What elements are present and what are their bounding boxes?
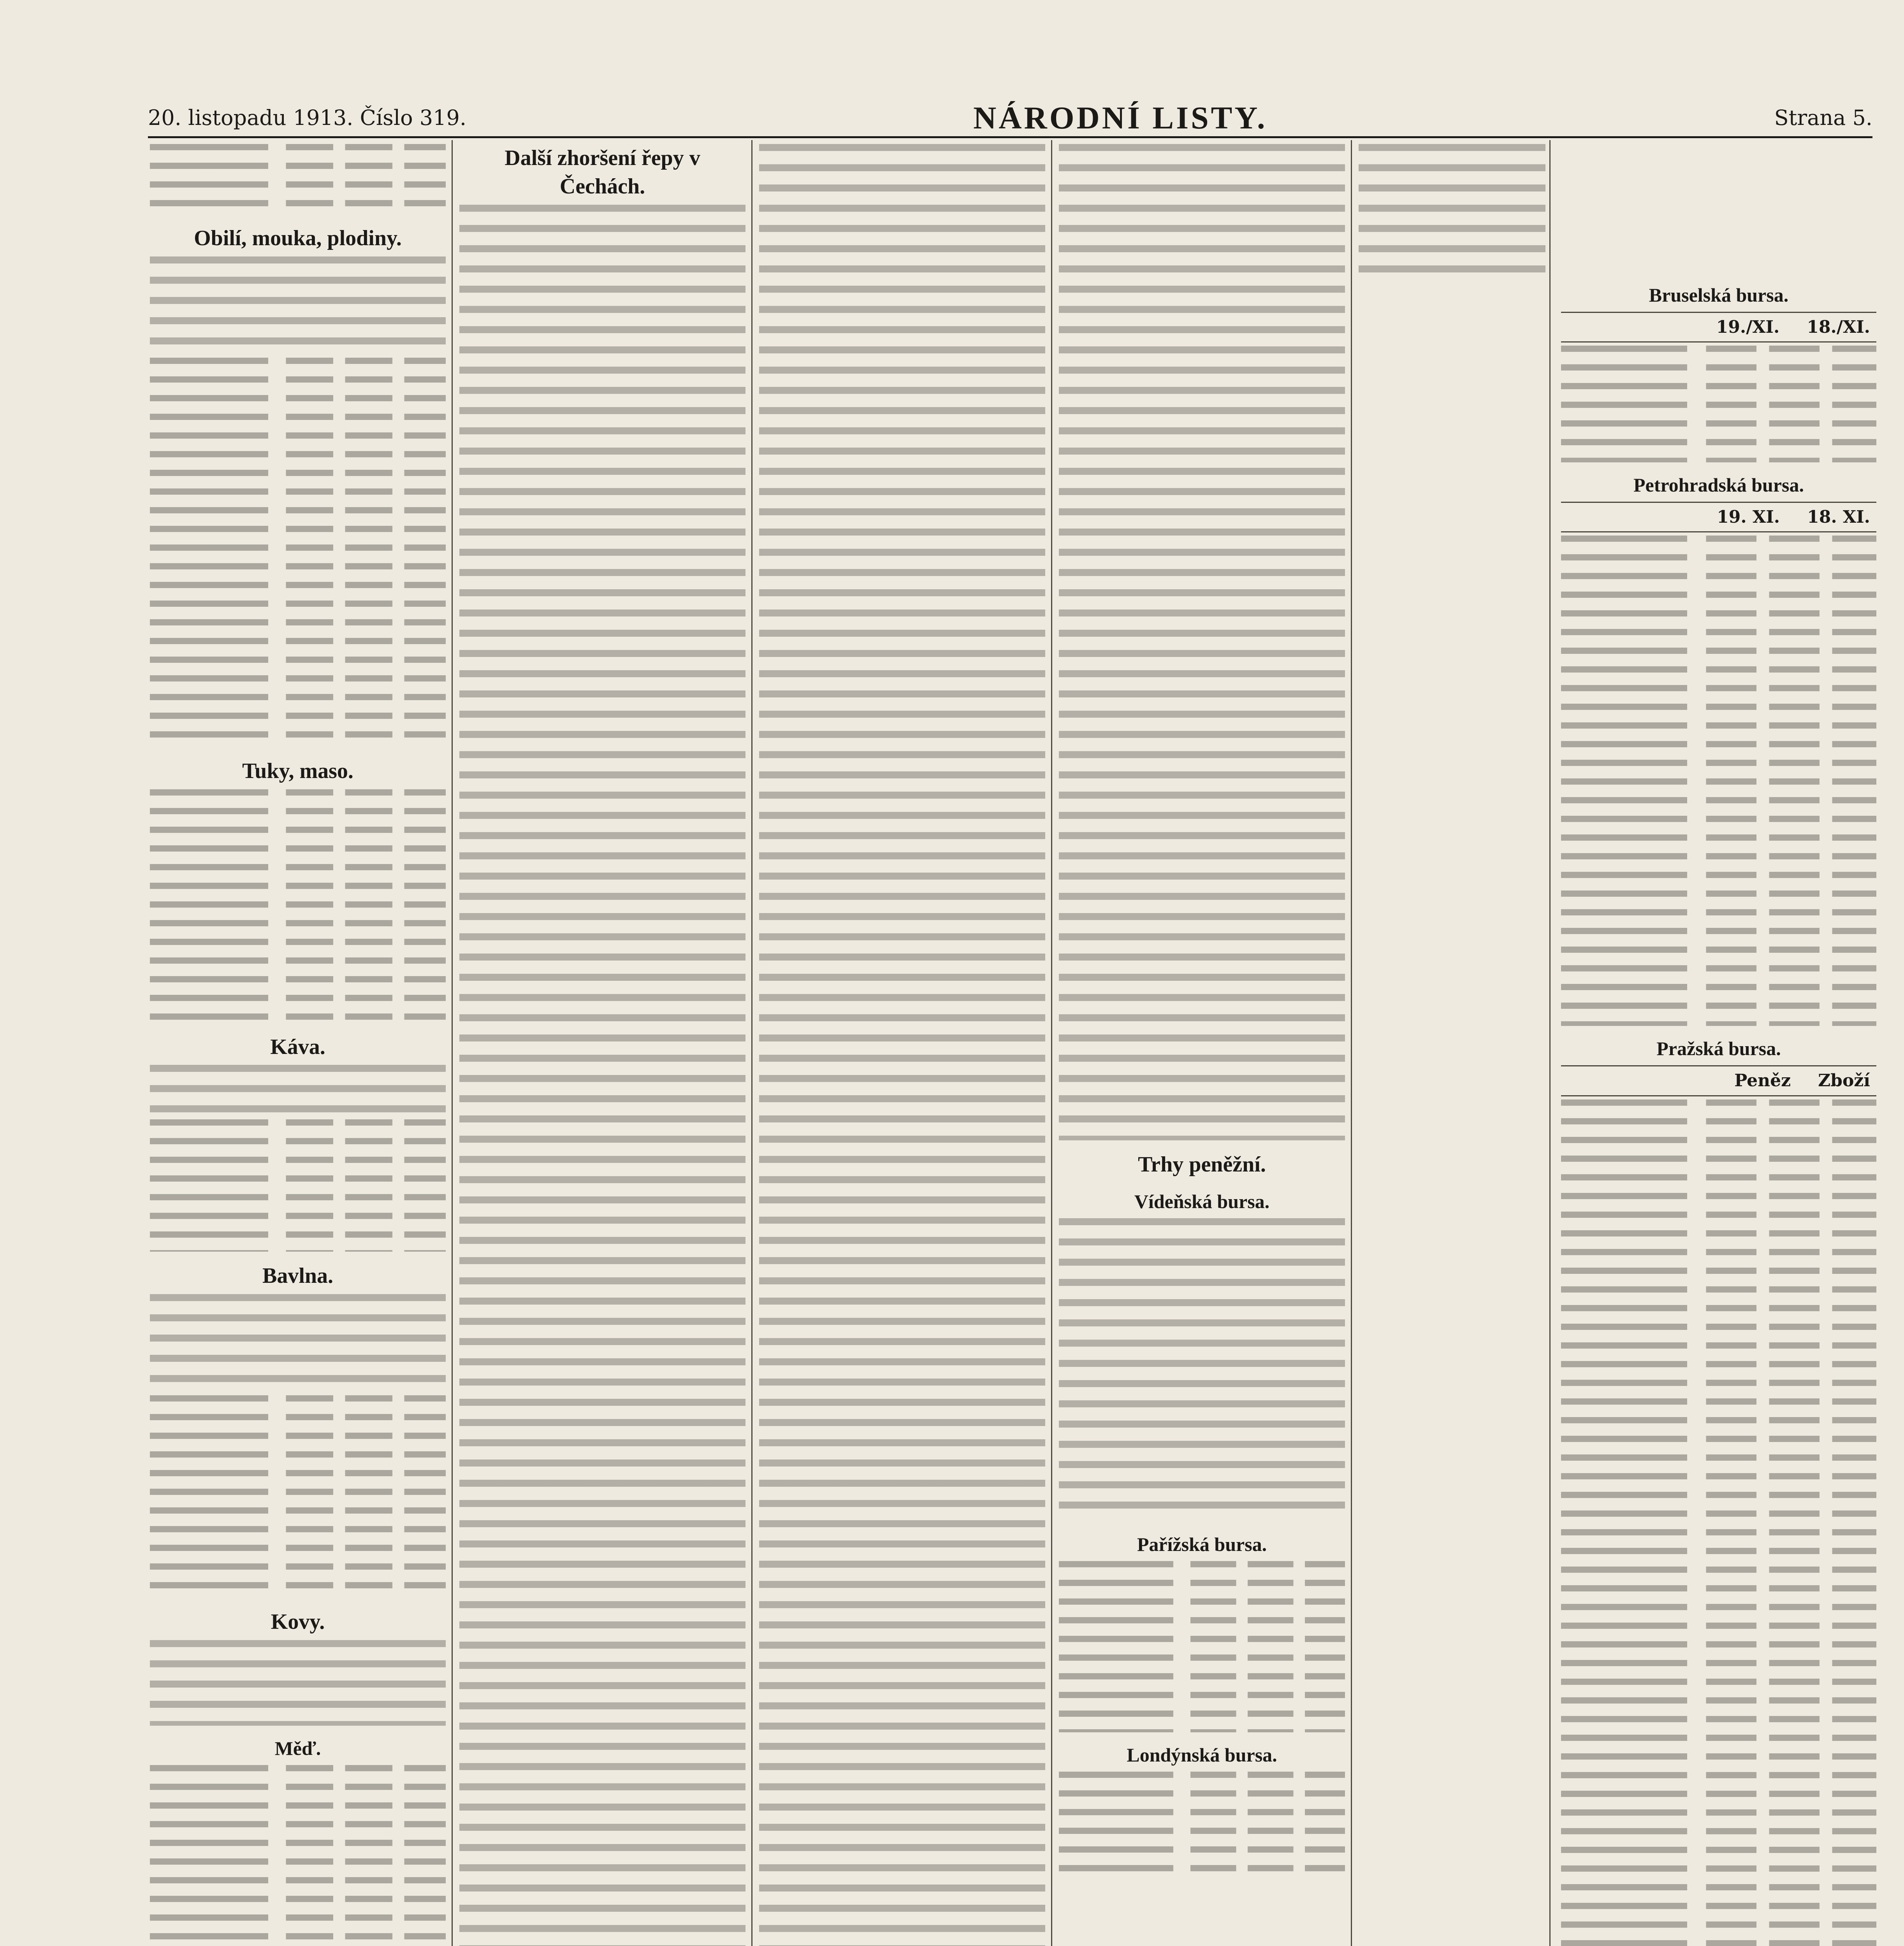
brussels-block: [1561, 283, 1876, 1946]
table-header: 19. XI. 18. XI.: [1561, 502, 1876, 532]
article-column: [759, 144, 1045, 1946]
section-heading: Vídeňská bursa.: [1134, 1190, 1270, 1212]
masthead: [148, 99, 1872, 138]
section-heading: Londýnská bursa.: [1127, 1744, 1277, 1766]
section-heading: Bavlna.: [262, 1264, 334, 1288]
section-heading: Káva.: [270, 1034, 325, 1059]
section-heading: Kovy.: [271, 1610, 325, 1634]
exchange-column-wide: [1359, 272, 1876, 1946]
section-heading: Trhy peněžní.: [1138, 1152, 1266, 1177]
section-heading: Měď.: [274, 1737, 321, 1759]
table-header: Peněz Zboží: [1561, 1065, 1876, 1096]
section-heading: Pařížská bursa.: [1137, 1533, 1267, 1555]
column-rule: [1351, 140, 1352, 1946]
section-heading: Bruselská bursa.: [1649, 284, 1789, 306]
section-heading: Obilí, mouka, plodiny.: [194, 226, 402, 250]
column-rule: [1051, 140, 1052, 1946]
issue-date: 20. listopadu 1913. Číslo 319.: [148, 105, 467, 130]
article-column: [459, 144, 745, 1946]
markets-column: [1059, 144, 1345, 1946]
section-heading: Pražská bursa.: [1656, 1038, 1781, 1060]
commodity-column: [150, 144, 446, 1946]
page-number: Strana 5.: [1774, 105, 1872, 130]
section-heading: Tuky, maso.: [242, 759, 353, 783]
section-heading: Petrohradská bursa.: [1633, 474, 1804, 496]
newspaper-name: NÁRODNÍ LISTY.: [973, 100, 1268, 135]
table-header: 19./XI. 18./XI.: [1561, 312, 1876, 342]
column-rule: [452, 140, 453, 1946]
article-heading: Další zhoršení řepy v Čechách.: [505, 146, 700, 198]
column-rule: [751, 140, 752, 1946]
